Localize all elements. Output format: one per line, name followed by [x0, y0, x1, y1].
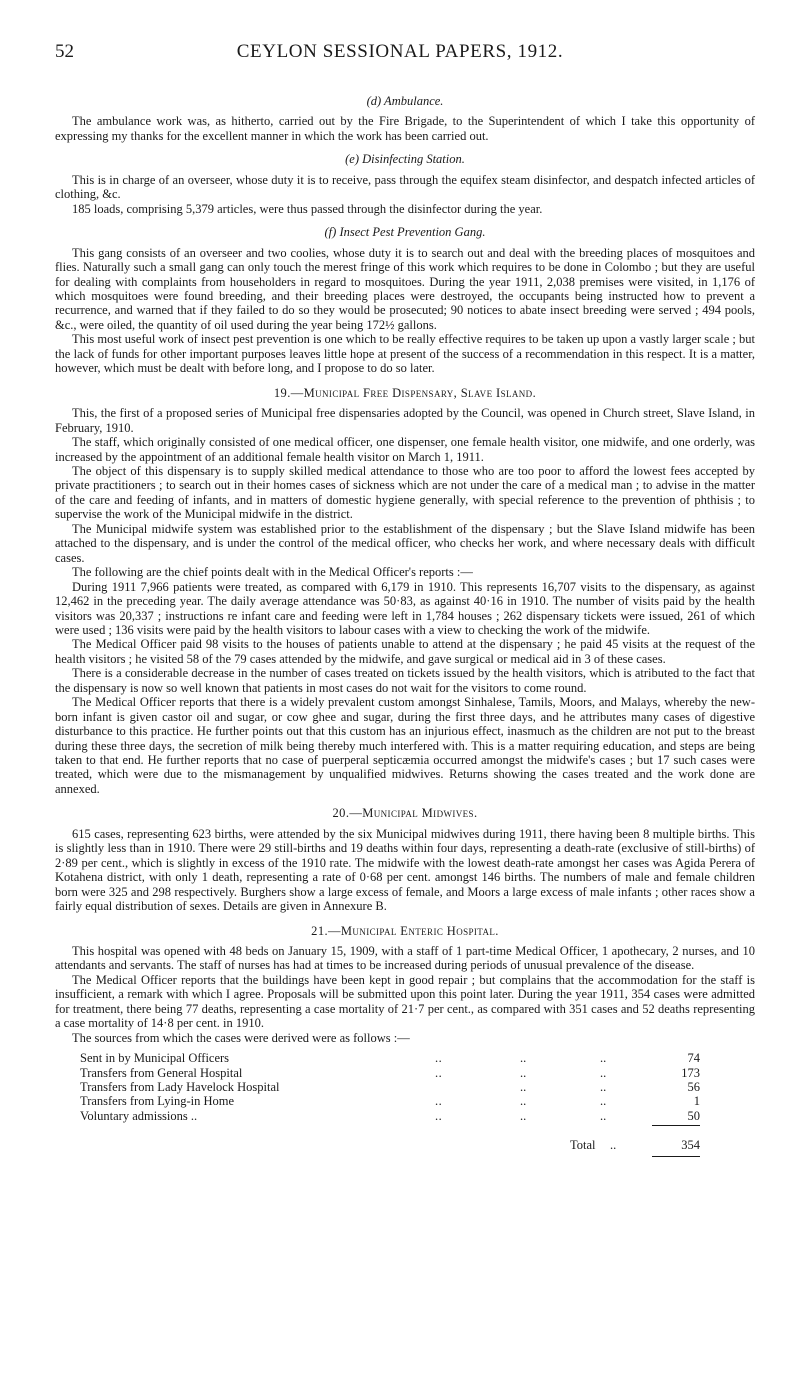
- paragraph: This most useful work of insect pest prevention is one which to be really effective requires to be taken up upon a vastly larger scale ; but the lack of funds for other important purposes leaves little hope at present of the success of a recommendation in this respect. It is a matter, however, which must be dealt with before long, and I propose to do so later.: [55, 332, 755, 376]
- source-label: Voluntary admissions ..: [80, 1108, 198, 1123]
- section-heading-midwives: 20.—Municipal Midwives.: [332, 806, 478, 821]
- paragraph: This, the first of a proposed series of Municipal free dispensaries adopted by the Council, was opened in Church street, Slave Island, in February, 1910.: [55, 406, 755, 435]
- page-number: 52: [55, 41, 74, 62]
- paragraph: 615 cases, representing 623 births, were attended by the six Municipal midwives during 1911, there having been 8 multiple births. This is slightly less than in 1910. There were 29 still-births and 19 deaths within four days, representing a death-rate (exclusive of still-births) of 2·89 per cent., which is slightly in excess of the 1910 rate. The midwife with the lowest death-rate amongst her cases was Agida Perera of Kotahena district, with only 1 death, representing a rate of 0·68 per cent. amongst 146 births. The numbers of male and female children born were 325 and 298 respectively. Burghers show a large excess of female, and Moors a large excess of male infants ; other races show a fairly equal distribution of sexes. Details are given in Annexure B.: [55, 826, 755, 914]
- paragraph: The Municipal midwife system was established prior to the establishment of the dispensary ; but the Slave Island midwife has been attached to the dispensary, and is under the control of the medical officer, who checks her work, and where necessary deals with difficult cases.: [55, 521, 755, 565]
- source-label: Transfers from General Hospital: [80, 1065, 243, 1080]
- source-label: Sent in by Municipal Officers: [80, 1051, 230, 1066]
- source-label: Transfers from Lying-in Home: [80, 1094, 235, 1109]
- sources-row: Voluntary admissions .. .. .. .. 50: [80, 1108, 700, 1123]
- sources-row: Transfers from Lying-in Home .. .. .. 1: [80, 1094, 700, 1109]
- total-rule: [652, 1125, 700, 1126]
- source-value: 74: [687, 1051, 700, 1066]
- paragraph: This gang consists of an overseer and two coolies, whose duty it is to search out and deal with the breeding places of mosquitoes and flies. Naturally such a small gang can only touch the merest fringe of this work which requires to be done in Colombo ; but they are useful for dealing with complaints from householders in regard to mosquitoes. During the year 1911, 2,038 premises were visited, in 1,176 of which mosquitoes were found breeding, and their breeding places were destroyed, the occupants being instructed how to prevent a recurrence, and warned that if they failed to do so they would be prosecuted; 90 notices to abate insect breeding were served ; 494 pools, &c., were oiled, the quantity of oil used during the year being 172½ gallons.: [55, 245, 755, 332]
- document-body: [55, 94, 755, 1157]
- paragraph: There is a considerable decrease in the number of cases treated on tickets issued by the health visitors, which is atributed to the fact that the dispensary is now so well known that patients in most cases do not wait for the visitors to come round.: [55, 666, 755, 695]
- source-value: 173: [681, 1065, 700, 1080]
- paragraph: The ambulance work was, as hitherto, carried out by the Fire Brigade, to the Superintendent of which I take this opportunity of expressing my thanks for the excellent manner in which the work has been carried out.: [55, 114, 755, 143]
- section-heading-ambulance: (d) Ambulance.: [366, 94, 444, 108]
- paragraph: The Medical Officer reports that the buildings have been kept in good repair ; but complains that the accommodation for the staff is insufficient, a remark with which I agree. Proposals will be submitted upon this point later. During the year 1911, 354 cases were admitted for treatment, there being 77 deaths, representing a case mortality of 21·7 per cent., as compared with 351 cases and 52 deaths representing a case mortality of 14·8 per cent. in 1910.: [55, 972, 755, 1031]
- paragraph: During 1911 7,966 patients were treated, as compared with 6,179 in 1910. This represents 16,707 visits to the dispensary, as against 12,462 in the preceding year. The daily average attendance was 50·83, as against 40·16 in 1910. The number of visits paid by the health visitors was 20,337 ; instructions re infant care and feeding were left in 1,784 houses ; 262 dispensary tickets were issued, 261 of which were used ; 136 visits were paid by the health visitors to labour cases with a view to checking the work of the midwife.: [55, 579, 755, 637]
- paragraph: The staff, which originally consisted of one medical officer, one dispenser, one female health visitor, one midwife, and one orderly, was increased by the appointment of an additional female health visitor on March 1, 1911.: [55, 435, 755, 464]
- source-value: 1: [693, 1094, 700, 1109]
- total-value: 354: [681, 1138, 700, 1153]
- paragraph: The Medical Officer paid 98 visits to the houses of patients unable to attend at the dispensary ; he paid 45 visits at the request of the health visitors ; he visited 58 of the 79 cases attended by the midwife, and gave surgical or medical aid in 3 of these cases.: [55, 637, 755, 666]
- total-label: Total: [570, 1138, 596, 1153]
- paragraph: This hospital was opened with 48 beds on January 15, 1909, with a staff of 1 part-time Medical Officer, 1 apothecary, 2 nurses, and 10 attendants and servants. The staff of nurses has had at times to be increased during periods of unusual prevalence of the disease.: [55, 944, 755, 973]
- running-head: [55, 41, 745, 69]
- paragraph: The object of this dispensary is to supply skilled medical attendance to those who are too poor to afford the lowest fees accepted by private practitioners ; to search out in their homes cases of sickness which are not under the care of a medical man ; to advise in the matter of the care and feeding of infants, and in matters of domestic hygiene generally, with special reference to the prevention of phthisis ; to supervise the work of the Municipal midwife in the district.: [55, 463, 755, 522]
- sources-table: [80, 1051, 700, 1157]
- section-heading-dispensary: 19.—Municipal Free Dispensary, Slave Island.: [273, 385, 537, 400]
- source-value: 56: [687, 1079, 700, 1094]
- section-heading-insect-pest: (f) Insect Pest Prevention Gang.: [324, 225, 486, 240]
- running-title: CEYLON SESSIONAL PAPERS, 1912.: [236, 41, 564, 62]
- paragraph: The following are the chief points dealt with in the Medical Officer's reports :—: [72, 565, 473, 580]
- sources-row: Transfers from General Hospital .. .. .. 173: [80, 1065, 700, 1080]
- source-value: 50: [687, 1108, 700, 1123]
- paragraph: 185 loads, comprising 5,379 articles, were thus passed through the disinfector during the year.: [72, 201, 543, 216]
- paragraph: This is in charge of an overseer, whose duty it is to receive, pass through the equifex steam disinfector, and despatch infected articles of clothing, &c.: [55, 172, 755, 202]
- total-row: Total .. 354: [570, 1138, 700, 1153]
- section-heading-hospital: 21.—Municipal Enteric Hospital.: [311, 923, 499, 938]
- total-rule: [652, 1156, 700, 1157]
- sources-row: Transfers from Lady Havelock Hospital .. .. 56: [80, 1079, 700, 1094]
- source-label: Transfers from Lady Havelock Hospital: [80, 1079, 280, 1094]
- sources-row: Sent in by Municipal Officers .. .. .. 74: [80, 1051, 700, 1066]
- paragraph: The Medical Officer reports that there is a widely prevalent custom amongst Sinhalese, Tamils, Moors, and Malays, whereby the new-born infant is given castor oil and sugar, or cow ghee and sugar, during the first three days, and he attributes many cases of digestive disturbance to this practice. He further points out that this custom has an injurious effect, inasmuch as the children are not put to the breast during these three days, the secretion of milk being thereby much interfered with. This is a matter requiring education, and steps are being taken to that end. He further reports that no case of puerperal septicæmia occurred amongst the midwife's cases ; but 17 such cases were treated, which were due to the mismanagement by unqualified midwives. Returns showing the cases treated and the work done are annexed.: [55, 695, 755, 796]
- section-heading-disinfecting: (e) Disinfecting Station.: [345, 152, 465, 167]
- paragraph: The sources from which the cases were derived were as follows :—: [72, 1030, 410, 1045]
